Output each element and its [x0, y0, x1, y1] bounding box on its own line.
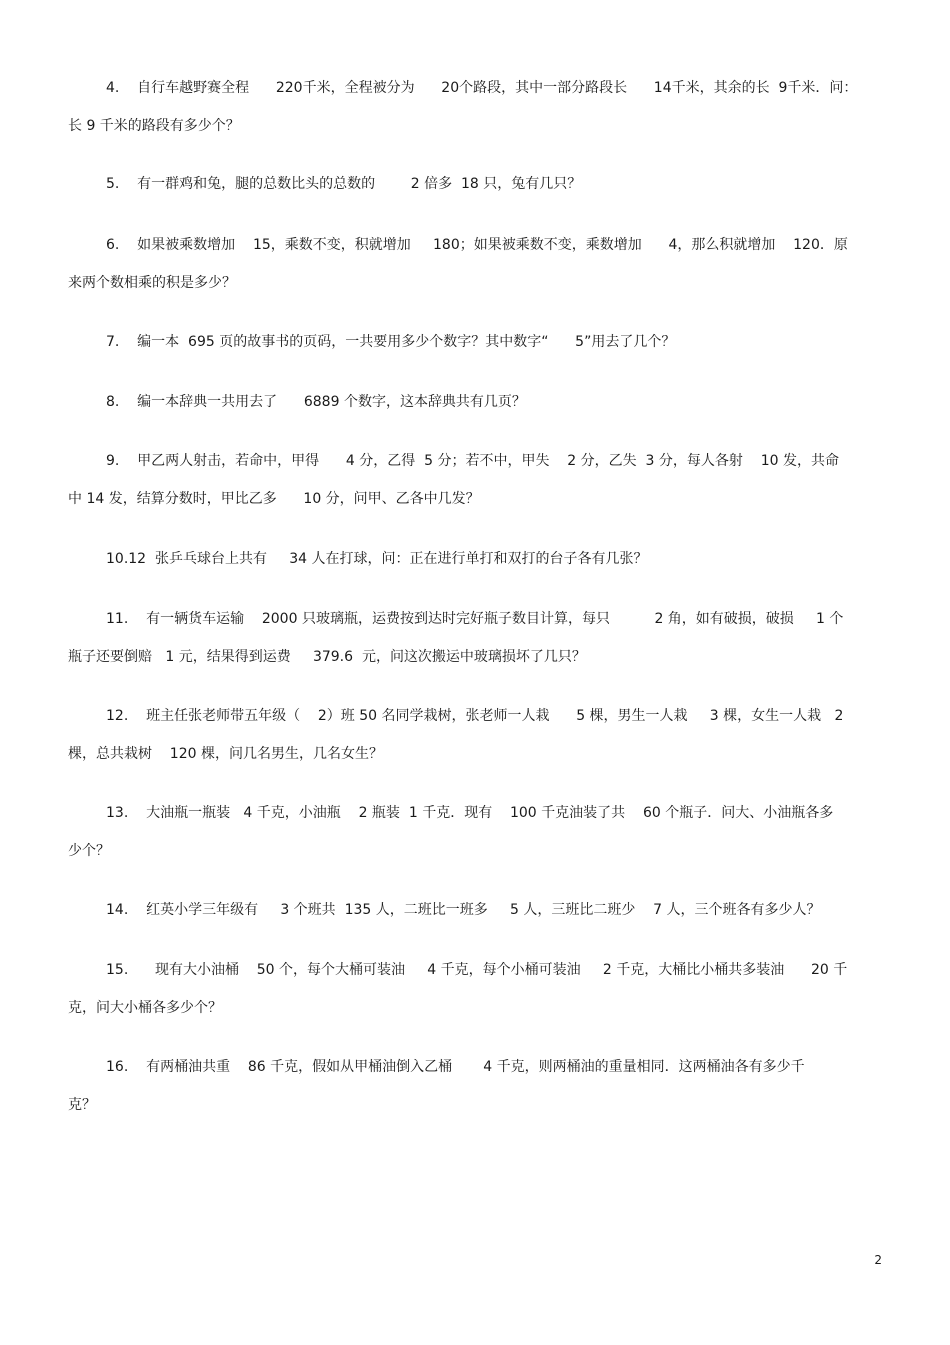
problem-11 — [68, 600, 882, 676]
problem-line: 少个？ — [68, 843, 110, 859]
problem-line: 16. 有两桶油共重 86 千克，假如从甲桶油倒入乙桶 4 千克，则两桶油的重量相同．这两桶油各有多少千 — [106, 1059, 805, 1075]
problem-line: 13. 大油瓶一瓶装 4 千克，小油瓶 2 瓶装 1 千克．现有 100 千克油装了共 60 个瓶子．问大、小油瓶各多 — [106, 805, 834, 821]
problem-15 — [68, 951, 882, 1027]
problem-line: 6. 如果被乘数增加 15，乘数不变，积就增加 180；如果被乘数不变，乘数增加 4，那么积就增加 120．原 — [106, 237, 848, 253]
problem-line: 克，问大小桶各多少个？ — [68, 1000, 222, 1016]
problem-line: 10.12 张乒乓球台上共有 34 人在打球，问：正在进行单打和双打的台子各有几张？ — [106, 551, 648, 567]
problem-9 — [68, 442, 882, 518]
problem-8 — [68, 383, 882, 421]
problem-6 — [68, 226, 882, 302]
problem-line: 克？ — [68, 1097, 96, 1113]
problem-line: 14. 红英小学三年级有 3 个班共 135 人，二班比一班多 5 人，三班比二班少 7 人，三个班各有多少人？ — [106, 902, 821, 918]
problem-14 — [68, 891, 882, 929]
problem-10 — [68, 540, 882, 578]
problem-5 — [68, 165, 882, 203]
problem-line: 长 9 千米的路段有多少个？ — [68, 118, 240, 134]
problem-16 — [68, 1048, 882, 1124]
problem-line: 8. 编一本辞典一共用去了 6889 个数字，这本辞典共有几页？ — [106, 394, 526, 410]
problem-line: 11. 有一辆货车运输 2000 只玻璃瓶，运费按到达时完好瓶子数目计算，每只 2 角，如有破损，破损 1 个 — [106, 611, 844, 627]
problem-line: 12. 班主任张老师带五年级（ 2）班 50 名同学栽树，张老师一人栽 5 棵，男生一人栽 3 棵，女生一人栽 2 — [106, 708, 844, 724]
problem-line: 15. 现有大小油桶 50 个，每个大桶可装油 4 千克，每个小桶可装油 2 千克，大桶比小桶共多装油 20 千 — [106, 962, 848, 978]
problem-line: 5. 有一群鸡和兔，腿的总数比头的总数的 2 倍多 18 只，兔有几只？ — [106, 176, 582, 192]
problem-line: 中 14 发，结算分数时，甲比乙多 10 分，问甲、乙各中几发？ — [68, 491, 480, 507]
problem-7 — [68, 323, 882, 361]
problem-line: 来两个数相乘的积是多少？ — [68, 275, 236, 291]
problem-line: 9. 甲乙两人射击，若命中，甲得 4 分，乙得 5 分；若不中，甲失 2 分，乙失 3 分，每人各射 10 发，共命 — [106, 453, 839, 469]
problem-12 — [68, 697, 882, 773]
problem-line: 棵，总共栽树 120 棵，问几名男生，几名女生？ — [68, 746, 383, 762]
problem-line: 7. 编一本 695 页的故事书的页码，一共要用多少个数字？其中数字“ 5”用去了几个？ — [106, 334, 676, 350]
problem-line: 4. 自行车越野赛全程 220千米，全程被分为 20个路段，其中一部分路段长 14千米，其余的长 9千米．问： — [106, 80, 858, 96]
problem-line: 瓶子还要倒赔 1 元，结果得到运费 379.6 元，问这次搬运中玻璃损坏了几只？ — [68, 649, 586, 665]
problem-13 — [68, 794, 882, 870]
page-number: 2 — [874, 1253, 882, 1267]
problem-4 — [68, 69, 882, 145]
